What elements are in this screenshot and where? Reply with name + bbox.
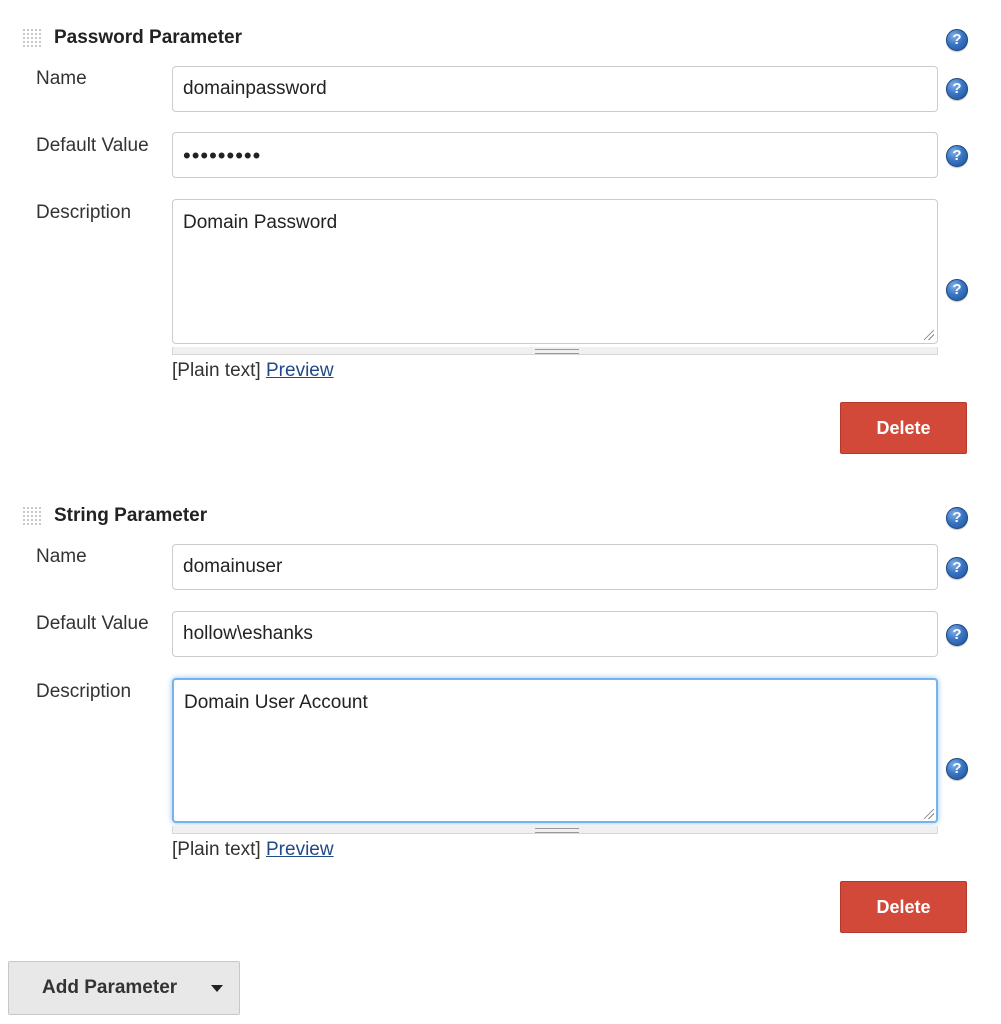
caret-down-icon [211, 985, 223, 992]
name-label: Name [36, 68, 87, 89]
help-icon[interactable]: ? [946, 624, 968, 646]
description-label: Description [36, 202, 132, 223]
default-value-label: Default Value [36, 135, 149, 156]
add-parameter-button[interactable] [8, 961, 240, 1015]
add-parameter-label: Add Parameter [42, 977, 178, 998]
default-value-input[interactable] [172, 611, 938, 657]
format-line [172, 360, 334, 382]
drag-handle-icon[interactable] [22, 506, 42, 526]
delete-button[interactable]: Delete [840, 402, 967, 454]
textarea-splitter[interactable] [172, 347, 938, 355]
string-parameter-title: String Parameter [54, 505, 208, 526]
password-mask: ••••••••• [183, 143, 262, 168]
format-text: [Plain text] [172, 360, 261, 381]
name-input[interactable] [172, 66, 938, 112]
format-line [172, 839, 334, 861]
help-icon[interactable]: ? [946, 78, 968, 100]
preview-link[interactable]: Preview [266, 839, 334, 860]
resize-grip-icon[interactable] [924, 330, 934, 340]
preview-link[interactable]: Preview [266, 360, 334, 381]
help-icon[interactable]: ? [946, 507, 968, 529]
delete-button[interactable]: Delete [840, 881, 967, 933]
name-label: Name [36, 546, 87, 567]
splitter-handle-icon[interactable] [535, 828, 579, 833]
drag-handle-icon[interactable] [22, 28, 42, 48]
default-value-password-input[interactable] [172, 132, 938, 178]
description-label: Description [36, 681, 132, 702]
description-textarea[interactable] [172, 678, 938, 823]
help-icon[interactable]: ? [946, 145, 968, 167]
format-text: [Plain text] [172, 839, 261, 860]
help-icon[interactable]: ? [946, 29, 968, 51]
default-value-label: Default Value [36, 613, 149, 634]
splitter-handle-icon[interactable] [535, 349, 579, 354]
name-input[interactable] [172, 544, 938, 590]
help-icon[interactable]: ? [946, 279, 968, 301]
string-parameter-header [22, 504, 207, 528]
help-icon[interactable]: ? [946, 557, 968, 579]
resize-grip-icon[interactable] [924, 809, 934, 819]
help-icon[interactable]: ? [946, 758, 968, 780]
password-parameter-title: Password Parameter [54, 27, 242, 48]
password-parameter-header [22, 26, 242, 50]
description-textarea[interactable] [172, 199, 938, 344]
textarea-splitter[interactable] [172, 826, 938, 834]
